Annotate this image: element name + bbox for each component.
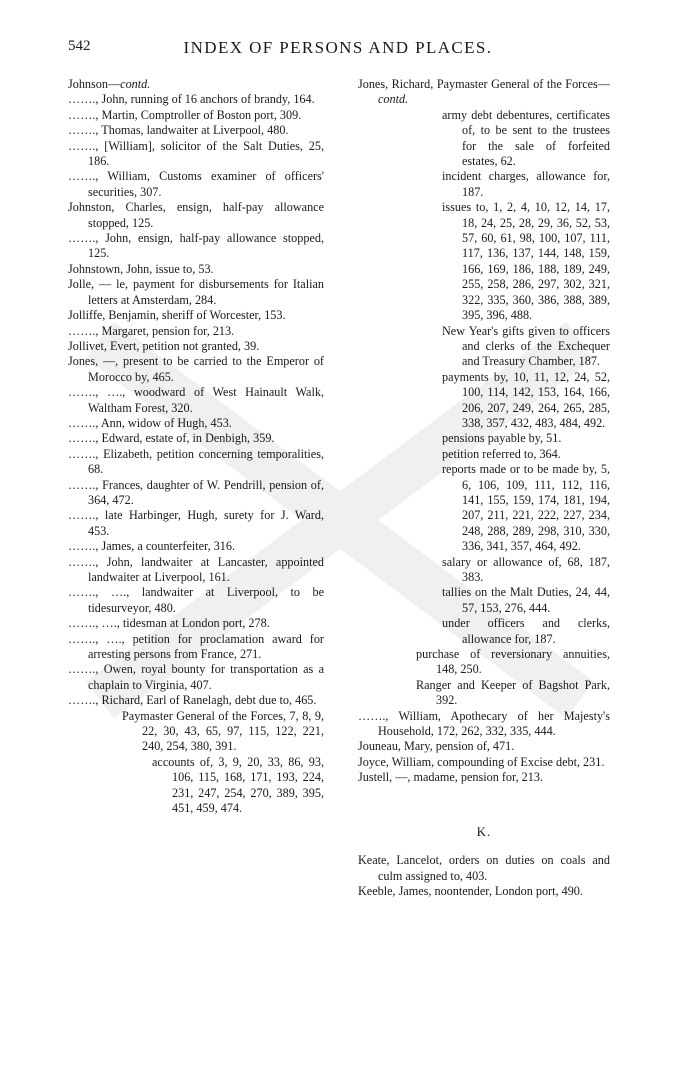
index-column-right-entries — [358, 77, 610, 786]
index-entry: Jones, Richard, Paymaster General of the Forces—contd. — [358, 77, 610, 107]
index-entry: ……., …., tidesman at London port, 278. — [68, 616, 270, 631]
index-entry: Joyce, William, compounding of Excise debt, 231. — [358, 754, 605, 769]
index-entry: Keate, Lancelot, orders on duties on coals and culm assigned to, 403. — [358, 853, 610, 883]
index-entry: reports made or to be made by, 5, 6, 106, 109, 111, 112, 116, 141, 155, 159, 174, 181, 194, 207, 211, 221, 222, 227, 234, 248, 288, 289, 298, 310, 330, 336, 341, 357, 464, 492. — [442, 462, 610, 554]
index-entry: Jouneau, Mary, pension of, 471. — [358, 739, 515, 754]
index-entry: ……., Margaret, pension for, 213. — [68, 323, 235, 338]
index-entry: ……., Thomas, landwaiter at Liverpool, 480. — [68, 123, 289, 138]
index-entry: Jones, —, present to be carried to the Emperor of Morocco by, 465. — [68, 354, 324, 384]
index-entry: petition referred to, 364. — [442, 446, 561, 461]
index-entry: ……., William, Customs examiner of officers' securities, 307. — [68, 169, 324, 199]
index-entry: pensions payable by, 51. — [442, 431, 562, 446]
index-entry: purchase of reversionary annuities, 148, 250. — [416, 647, 610, 677]
index-entry: Paymaster General of the Forces, 7, 8, 9, 22, 30, 43, 65, 97, 115, 122, 221, 240, 254, 380, 391. — [122, 708, 324, 754]
section-k-entries — [358, 853, 610, 899]
index-entry: Jolliffe, Benjamin, sheriff of Worcester, 153. — [68, 308, 286, 323]
index-entry: army debt debentures, certificates of, to be sent to the trustees for the sale of forfeited estates, 62. — [442, 107, 610, 169]
index-entry: New Year's gifts given to officers and clerks of the Exchequer and Treasury Chamber, 187. — [442, 323, 610, 369]
index-entry: ……., …., landwaiter at Liverpool, to be tidesurveyor, 480. — [68, 585, 324, 615]
index-entry: ……., John, landwaiter at Lancaster, appointed landwaiter at Liverpool, 161. — [68, 554, 324, 584]
index-entry: ……., [William], solicitor of the Salt Duties, 25, 186. — [68, 138, 324, 169]
index-entry: ……., William, Apothecary of her Majesty's Household, 172, 262, 332, 335, 444. — [358, 708, 610, 739]
index-entry: Johnson—contd. — [68, 77, 151, 91]
index-entry: ……., Ann, widow of Hugh, 453. — [68, 415, 232, 430]
index-entry: salary or allowance of, 68, 187, 383. — [442, 554, 610, 584]
index-column-left — [68, 77, 324, 817]
index-entry: ……., John, running of 16 anchors of brandy, 164. — [68, 92, 315, 107]
index-entry: incident charges, allowance for, 187. — [442, 169, 610, 199]
index-entry: ……., Richard, Earl of Ranelagh, debt due to, 465. — [68, 693, 317, 708]
index-entry: under officers and clerks, allowance for, 187. — [442, 616, 610, 646]
index-entry: Jolle, — le, payment for disbursements for Italian letters at Amsterdam, 284. — [68, 277, 324, 307]
page-title: INDEX OF PERSONS AND PLACES. — [183, 38, 493, 57]
index-entry: Ranger and Keeper of Bagshot Park, 392. — [416, 677, 610, 708]
index-entry: ……., John, ensign, half-pay allowance stopped, 125. — [68, 231, 324, 261]
index-entry: issues to, 1, 2, 4, 10, 12, 14, 17, 18, 24, 25, 28, 29, 36, 52, 53, 57, 60, 61, 98, 100, 107, 111, 117, 136, 137, 144, 148, 159, 166, 169, 186, 188, 189, 249, 255, 258, 286, 297, 302, 321, 322, 335, 360, 386, 388, 389, 395, 396, 488. — [442, 200, 610, 323]
page-number: 542 — [68, 38, 91, 54]
index-entry: Keeble, James, noontender, London port, 490. — [358, 883, 583, 898]
index-entry: ……., …., woodward of West Hainault Walk, Waltham Forest, 320. — [68, 385, 324, 415]
index-entry: ……., James, a counterfeiter, 316. — [68, 539, 236, 554]
index-entry: ……., …., petition for proclamation award for arresting persons from France, 271. — [68, 631, 324, 662]
index-entry: ……., Frances, daughter of W. Pendrill, pension of, 364, 472. — [68, 477, 324, 507]
index-entry: Johnston, Charles, ensign, half-pay allowance stopped, 125. — [68, 200, 324, 230]
page-header — [68, 38, 608, 62]
index-entry: ……., Edward, estate of, in Denbigh, 359. — [68, 431, 275, 446]
index-entry: Jollivet, Evert, petition not granted, 39. — [68, 338, 260, 353]
index-entry: Johnstown, John, issue to, 53. — [68, 261, 214, 276]
index-entry: ……., Elizabeth, petition concerning temporalities, 68. — [68, 446, 324, 477]
index-entry: Justell, —, madame, pension for, 213. — [358, 770, 544, 785]
index-entry: ……., Owen, royal bounty for transportation as a chaplain to Virginia, 407. — [68, 662, 324, 692]
index-entry: ……., Martin, Comptroller of Boston port, 309. — [68, 107, 302, 122]
index-entry: payments by, 10, 11, 12, 24, 52, 100, 114, 142, 153, 164, 166, 206, 207, 249, 264, 265, 285, 338, 357, 432, 483, 484, 492. — [442, 369, 610, 430]
index-column-right — [358, 77, 610, 899]
index-entry: tallies on the Malt Duties, 24, 44, 57, 153, 276, 444. — [442, 585, 610, 615]
index-entry: ……., late Harbinger, Hugh, surety for J. Ward, 453. — [68, 508, 324, 538]
index-entry: accounts of, 3, 9, 20, 33, 86, 93, 106, 115, 168, 171, 193, 224, 231, 247, 254, 270, 389, 395, 451, 459, 474. — [152, 754, 324, 816]
section-letter-k: K. — [476, 823, 492, 839]
